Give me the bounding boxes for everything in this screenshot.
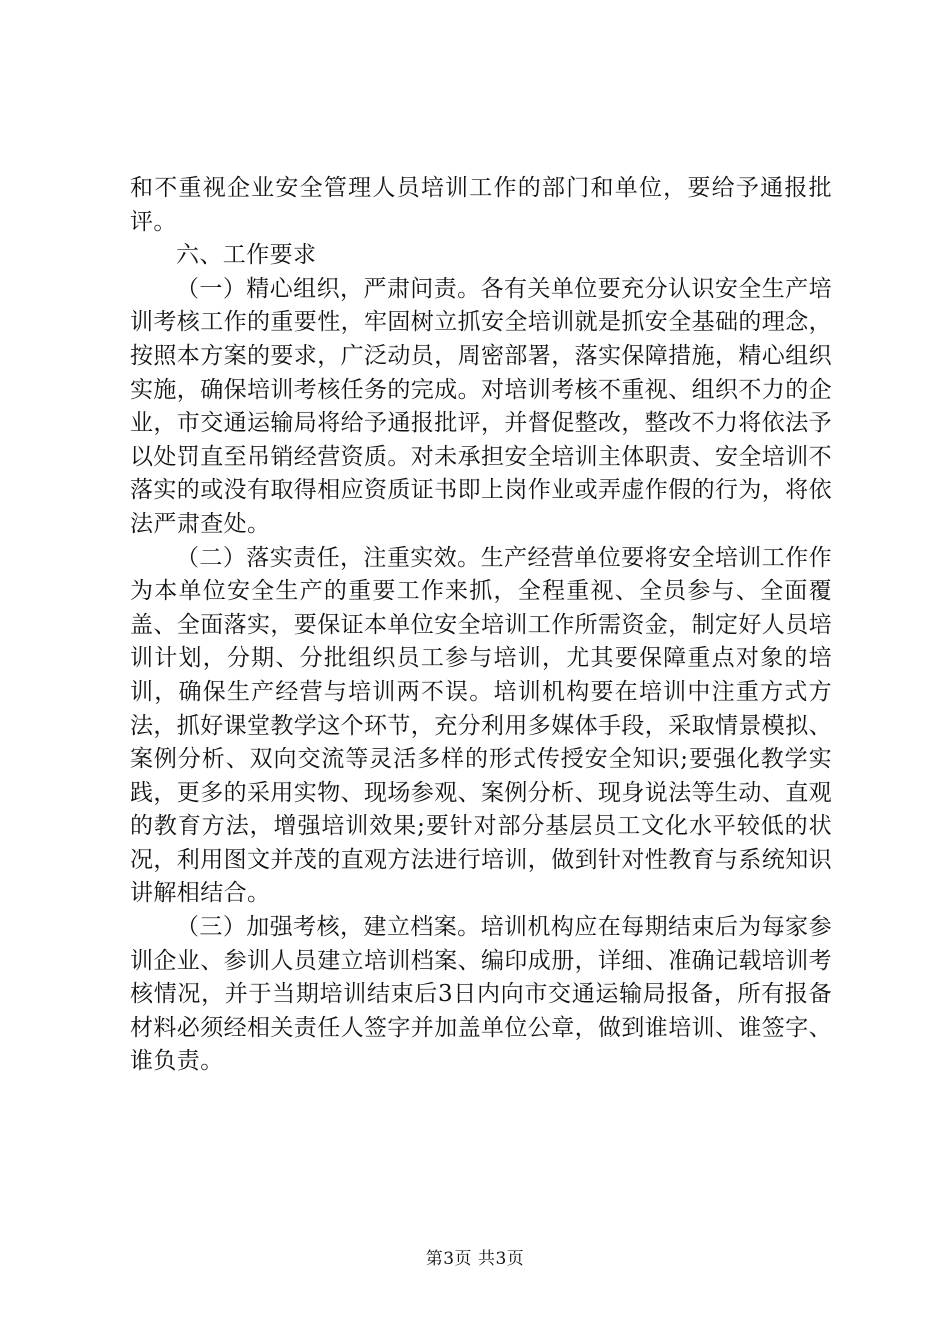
document-body (130, 172, 832, 1079)
page-number-footer: 第3页 共3页 (425, 1249, 525, 1269)
section-heading: 六、工作要求 (176, 242, 317, 269)
paragraph-item-2: （二）落实责任，注重实效。生产经营单位要将安全培训工作作为本单位安全生产的重要工作来抓，全程重视、全员参与、全面覆盖、全面落实，要保证本单位安全培训工作所需资金，制定好人员培训计划，分期、分批组织员工参与培训，尤其要保障重点对象的培训，确保生产经营与培训两不误。培训机构要在培训中注重方式方法，抓好课堂教学这个环节，充分利用多媒体手段，采取情景模拟、案例分析、双向交流等灵活多样的形式传授安全知识;要强化教学实践，更多的采用实物、现场参观、案例分析、现身说法等生动、直观的教育方法，增强培训效果;要针对部分基层员工文化水平较低的状况，利用图文并茂的直观方法进行培训，做到针对性教育与系统知识讲解相结合。 (130, 544, 832, 907)
paragraph-item-1: （一）精心组织，严肃问责。各有关单位要充分认识安全生产培训考核工作的重要性，牢固树立抓安全培训就是抓安全基础的理念，按照本方案的要求，广泛动员，周密部署，落实保障措施，精心组织实施，确保培训考核任务的完成。对培训考核不重视、组织不力的企业，市交通运输局将给予通报批评，并督促整改，整改不力将依法予以处罚直至吊销经营资质。对未承担安全培训主体职责、安全培训不落实的或没有取得相应资质证书即上岗作业或弄虚作假的行为，将依法严肃查处。 (130, 275, 832, 537)
paragraph-item-3: （三）加强考核，建立档案。培训机构应在每期结束后为每家参训企业、参训人员建立培训档案、编印成册，详细、准确记载培训考核情况，并于当期培训结束后3日内向市交通运输局报备，所有报备材料必须经相关责任人签字并加盖单位公章，做到谁培训、谁签字、谁负责。 (130, 914, 832, 1075)
paragraph-continuation: 和不重视企业安全管理人员培训工作的部门和单位，要给予通报批评。 (130, 175, 832, 235)
